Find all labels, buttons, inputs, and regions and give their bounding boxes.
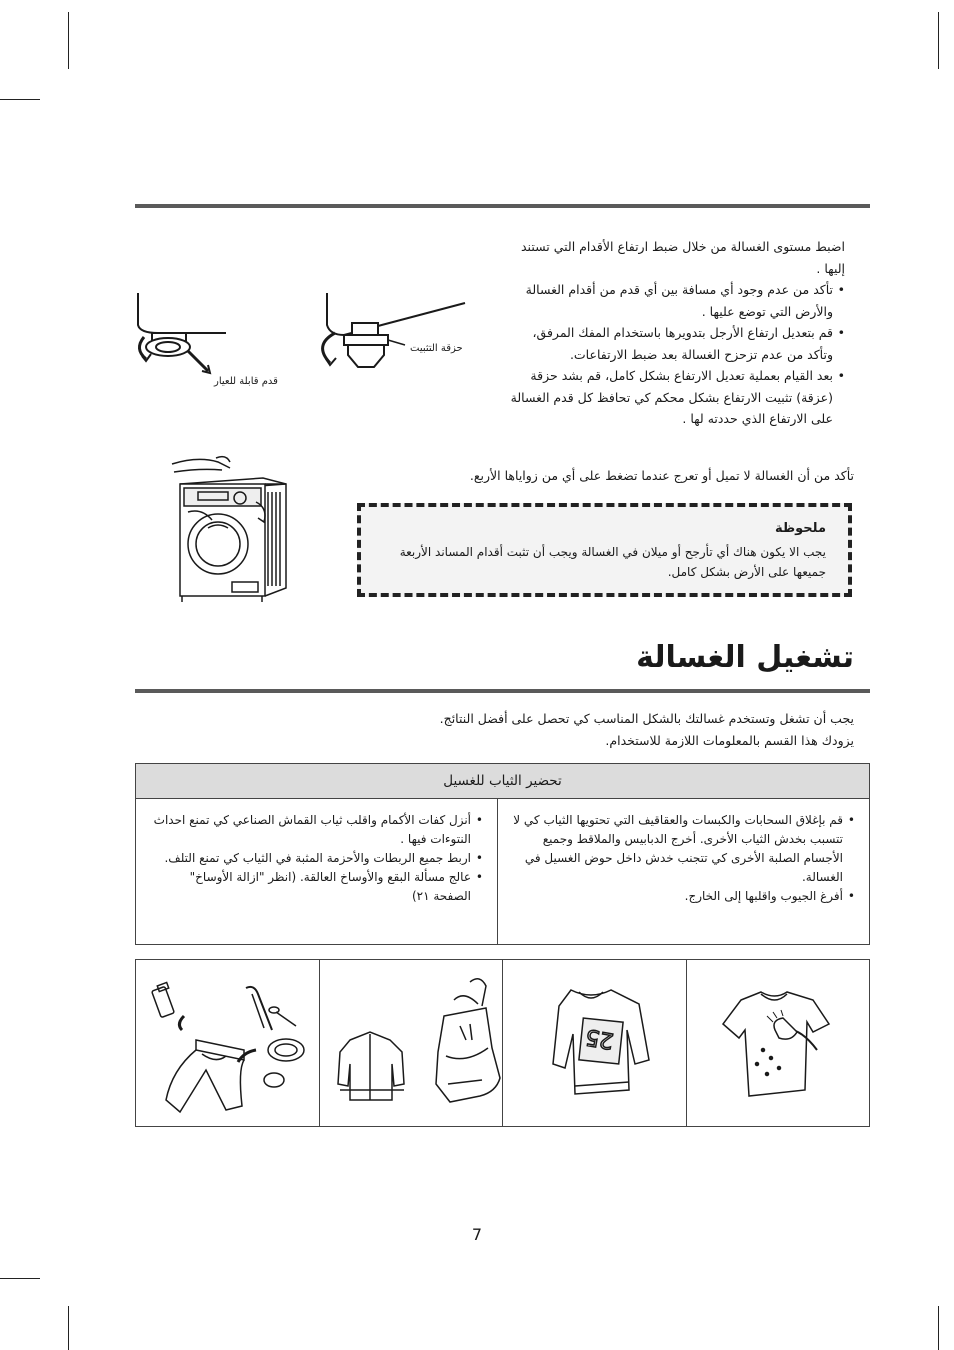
illustration-cell <box>502 960 686 1126</box>
caption-lock-nut: حزقة التثبيت <box>410 343 463 354</box>
prep-item: • أنزل كفات الأكمام واقلب ثياب القماش الصناعي كي تمنع احداث النتوءات فيها . <box>150 811 483 849</box>
section-rule-operation <box>135 689 870 693</box>
illustration-cell <box>686 960 870 1126</box>
trousers-pocket-icon <box>136 960 314 1126</box>
crop-mark <box>0 99 40 100</box>
prep-table-header: تحضير الثياب للغسيل <box>136 764 869 799</box>
note-body: يجب الا يكون هناك أي تأرجح أو ميلان في الغسالة ويجب أن تثبت أقدام المساند الأربعة جميعها على الأرض بشكل كامل. <box>399 545 826 579</box>
jacket-apron-icon <box>320 960 508 1126</box>
crop-mark <box>0 1278 40 1279</box>
illustration-cell <box>136 960 319 1126</box>
crop-mark <box>938 1306 939 1350</box>
svg-text:25: 25 <box>583 1023 616 1053</box>
crop-mark <box>68 12 69 69</box>
level-bullet: • بعد القيام بعملية تعديل الارتفاع بشكل كامل، قم بشد حزقة (عزقة) تثبيت الارتفاع بشكل محكم كي تحافظ كل قدم الغسالة على الارتفاع الذي حددته لها . <box>505 365 845 430</box>
page-number: 7 <box>471 1225 483 1244</box>
level-bullet: • قم بتعديل ارتفاع الأرجل بتدويرها باستخدام المفك المرفق، وتأكد من عدم تزحزح الغسالة بعد ضبط الارتفاعات. <box>505 322 845 365</box>
level-bullets <box>505 279 845 430</box>
crop-mark <box>68 1306 69 1350</box>
tilt-check-text: تأكد من أن الغسالة لا تميل أو تعرج عندما تضغط على أي من زواياها الأربع. <box>469 468 854 483</box>
note-box <box>357 503 852 597</box>
washing-machine-icon <box>168 448 293 604</box>
prep-table-col-left <box>136 799 498 944</box>
prep-item: • أفرغ الجيوب واقلبها إلى الخارج. <box>511 887 855 906</box>
tshirt-brush-icon <box>687 960 865 1126</box>
prep-item: • اربط جميع الربطات والأحزمة المثبة في الثياب كي تمنع التلف. <box>150 849 483 868</box>
operation-intro: يجب أن تشغل وتستخدم غسالتك بالشكل المناسب كي تحصل على أفضل النتائج. يزودك هذا القسم بالمعلومات اللازمة للاستخدام. <box>439 711 854 748</box>
prep-item: • قم بإغلاق السحابات والكبسات والعقاقيف التي تحتويها الثياب كي لا تتسبب بخدش الثياب الأخرى. أخرج الدبابيس والملاقط وجميع الأجسام الصلبة الأخرى كي تتجنب خدش داخل حوض الغسيل في الغسالة. <box>511 811 855 887</box>
level-text-block <box>505 236 845 430</box>
adjustable-foot-illustration <box>130 285 490 395</box>
prep-table <box>135 763 870 945</box>
level-bullet: • تأكد من عدم وجود أي مسافة بين أي قدم من أقدام الغسالة والأرض التي توضع عليها . <box>505 279 845 322</box>
sweater-icon <box>503 960 691 1126</box>
illustration-row <box>135 959 870 1127</box>
prep-table-col-right <box>497 799 869 944</box>
caption-adjustable-foot: قدم قابلة للعيار <box>214 376 278 387</box>
prep-item: • عالج مسألة البقع والأوساخ العالقة. (انظر "ازالة الأوساخ" الصفحة ٢١) <box>150 868 483 906</box>
note-title: ملحوظة <box>774 521 826 536</box>
section-heading: تشغيل الغسالة <box>636 640 854 675</box>
illustration-cell <box>319 960 503 1126</box>
lock-nut-icon <box>323 293 465 367</box>
crop-mark <box>938 12 939 69</box>
level-intro: اضبط مستوى الغسالة من خلال ضبط ارتفاع الأقدام التي تستند إليها . <box>521 239 845 276</box>
section-rule-top <box>135 204 870 208</box>
adjustable-foot-icon <box>138 293 226 373</box>
